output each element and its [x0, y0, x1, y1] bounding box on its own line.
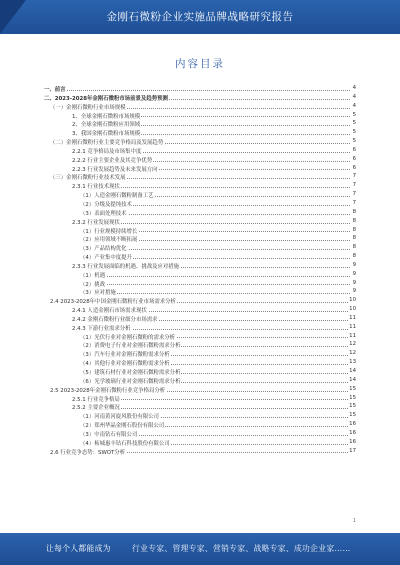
toc-entry[interactable] — [36, 287, 356, 296]
toc-entry[interactable] — [36, 279, 356, 288]
toc-entry-title: 2.5.2 主要企业概况 — [72, 405, 120, 412]
toc-entry[interactable] — [36, 111, 356, 120]
toc-entry-page: 15 — [349, 394, 356, 401]
toc-entry-title: （2）应用领域不断拓展 — [80, 237, 138, 244]
header-bar — [0, 0, 400, 34]
footer-slogan-left: 让每个人都能成为 — [46, 544, 111, 553]
toc-entry-page: 4 — [352, 102, 356, 109]
toc-entry-title: 2.3.1 行业技术现状 — [72, 184, 120, 191]
toc-leader-dots — [80, 276, 350, 277]
toc-entry-page: 11 — [349, 314, 356, 321]
toc-entry[interactable] — [36, 128, 356, 137]
toc-entry-title: （二）金刚石微粉行业主要竞争格局及发展趋势 — [50, 140, 164, 147]
toc-entry-page: 5 — [352, 129, 356, 136]
toc-entry-title: 2.6 行业竞争态势：SWOT分析 — [50, 449, 126, 456]
toc-entry-title: 2、全球金刚石微粉应用领域 — [72, 122, 141, 129]
report-title: 金刚石微粉企业实施品牌战略研究报告 — [106, 11, 294, 23]
toc-entry-page: 6 — [352, 164, 356, 171]
toc-entry-title: 2.5.1 行业竞争格局 — [72, 396, 120, 403]
toc-entry-title: （2）分级及提纯技术 — [80, 201, 132, 208]
toc-entry[interactable] — [36, 93, 356, 102]
toc-entry-page: 4 — [352, 93, 356, 100]
page-number: 1 — [352, 518, 356, 524]
toc-entry-page: 11 — [349, 323, 356, 330]
toc-entry-page: 11 — [349, 332, 356, 339]
toc-entry-page: 10 — [349, 306, 356, 313]
toc-entry[interactable] — [36, 252, 356, 261]
toc-entry[interactable] — [36, 323, 356, 332]
toc-entry[interactable] — [36, 199, 356, 208]
toc-entry[interactable] — [36, 190, 356, 199]
toc-entry-title: （一）金刚石微粉行业市场规模 — [50, 104, 126, 111]
toc-entry-title: 2.3.2 行业发展现状 — [72, 219, 120, 226]
toc-entry[interactable] — [36, 420, 356, 429]
toc-entry-title: （4）其他行业对金刚石微粉需求分析 — [80, 361, 170, 368]
toc-entry-page: 8 — [352, 217, 356, 224]
toc-entry-page: 7 — [352, 182, 356, 189]
toc-entry[interactable] — [36, 155, 356, 164]
toc-entry-page: 14 — [349, 376, 356, 383]
toc-entry-title: 2.2.3 行业发展趋势及未来发展方向 — [72, 166, 158, 173]
toc-entry[interactable] — [36, 402, 356, 411]
toc-entry-page: 8 — [352, 244, 356, 251]
toc-entry-page: 8 — [352, 253, 356, 260]
toc-entry[interactable] — [36, 411, 356, 420]
toc-entry[interactable] — [36, 314, 356, 323]
toc-entry-title: 2.2.2 行业主要企业及其竞争优势 — [72, 157, 153, 164]
toc-entry-page: 16 — [349, 438, 356, 445]
toc-entry-page: 16 — [349, 421, 356, 428]
toc-entry-title: （1）河南黄河旋风股份有限公司 — [80, 414, 159, 421]
toc-entry-page: 14 — [349, 368, 356, 374]
toc-entry-title: （三）金刚石微粉行业技术发展 — [50, 175, 126, 182]
toc-entry-page: 16 — [349, 429, 356, 436]
toc-entry-title: （5）建筑石材行业对金刚石微粉需求分析 — [80, 370, 181, 376]
toc-entry-page: 8 — [352, 226, 356, 233]
toc-entry[interactable] — [36, 226, 356, 235]
toc-entry-page: 8 — [352, 208, 356, 215]
toc-entry[interactable] — [36, 208, 356, 217]
toc-entry-title: 一、前言 — [44, 87, 66, 93]
toc-entry-page: 10 — [349, 297, 356, 304]
toc-entry-page: 15 — [349, 412, 356, 419]
toc-entry-title: （2）消费电子行业对金刚石微粉需求分析 — [80, 343, 181, 350]
toc-entry[interactable] — [36, 296, 356, 305]
toc-entry[interactable] — [36, 340, 356, 349]
toc-entry[interactable] — [36, 146, 356, 155]
toc-entry-title: （1）光伏行业对金刚石微粉的需求分析 — [80, 334, 176, 341]
toc-entry-page: 5 — [352, 111, 356, 118]
toc-entry-title: （2）挑战 — [80, 281, 105, 288]
toc-entry-page: 6 — [352, 146, 356, 153]
toc-entry-title: （1）机遇 — [80, 272, 105, 279]
toc-entry-page: 12 — [349, 350, 356, 357]
toc-entry-title: （6）光学玻璃行业对金刚石微粉需求分析 — [80, 378, 181, 385]
toc-entry-title: （2）郑州华晶金刚石股份有限公司 — [80, 423, 165, 430]
toc-entry-title: 2.3.3 行业发展面临的机遇、挑战及应对措施 — [72, 263, 180, 270]
toc-entry[interactable] — [36, 447, 356, 456]
toc-entry-page: 13 — [349, 359, 356, 366]
toc-entry-page: 9 — [352, 261, 356, 268]
toc-entry[interactable] — [36, 394, 356, 403]
toc-heading: 内容目录 — [175, 58, 225, 70]
toc-entry[interactable] — [36, 385, 356, 394]
toc-entry-page: 9 — [352, 279, 356, 286]
toc-entry[interactable] — [36, 164, 356, 173]
toc-entry[interactable] — [36, 119, 356, 128]
toc-entry-title: 2.4.1 人造金刚石市场需求现状 — [72, 308, 147, 315]
toc-entry-title: 2.5 2023-2028年金刚石微粉行业竞争格局分析 — [50, 387, 166, 394]
table-of-contents — [36, 84, 356, 455]
toc-entry-title: （3）应对措施 — [80, 290, 116, 297]
toc-entry-title: （4）产业集中度提升 — [80, 255, 132, 262]
footer-slogan-right: 行业专家、管理专家、营销专家、战略专家、成功企业家…… — [132, 544, 351, 553]
toc-entry-title: （3）中南钻石有限公司 — [80, 431, 138, 438]
toc-entry[interactable] — [36, 243, 356, 252]
toc-entry[interactable] — [36, 358, 356, 367]
footer-bar — [0, 533, 400, 565]
toc-entry-title: 3、我国金刚石微粉市场规模 — [72, 131, 141, 138]
toc-entry-page: 9 — [352, 270, 356, 277]
toc-entry-title: （4）柘城惠丰钻石科技股份有限公司 — [80, 440, 170, 447]
toc-entry[interactable] — [36, 305, 356, 314]
toc-entry[interactable] — [36, 217, 356, 226]
toc-leader-dots — [44, 90, 350, 91]
toc-entry[interactable] — [36, 234, 356, 243]
toc-entry-page: 5 — [352, 120, 356, 127]
toc-entry-page: 15 — [349, 385, 356, 392]
toc-leader-dots — [80, 293, 350, 294]
toc-entry-title: （3）表面处理技术 — [80, 210, 127, 217]
toc-entry-page: 4 — [352, 85, 356, 91]
toc-entry-title: 1、全球金刚石微粉市场规模 — [72, 113, 141, 120]
toc-entry-title: （3）汽车行业对金刚石微粉需求分析 — [80, 352, 170, 359]
toc-entry[interactable] — [36, 438, 356, 447]
toc-entry-page: 7 — [352, 173, 356, 180]
toc-entry-page: 7 — [352, 191, 356, 198]
toc-entry[interactable] — [36, 367, 356, 376]
toc-entry[interactable] — [36, 349, 356, 358]
toc-entry[interactable] — [36, 376, 356, 385]
toc-entry[interactable] — [36, 102, 356, 111]
toc-entry[interactable] — [36, 261, 356, 270]
toc-entry-title: 二、2023-2028年金刚石微粉市场前景及趋势预测 — [44, 95, 168, 102]
toc-entry-page: 17 — [349, 447, 356, 454]
toc-entry[interactable] — [36, 84, 356, 93]
toc-entry-page: 6 — [352, 155, 356, 162]
toc-entry-page: 5 — [352, 138, 356, 145]
toc-entry-title: （3）产品结构优化 — [80, 246, 127, 253]
toc-entry[interactable] — [36, 429, 356, 438]
toc-entry-title: （1）行业规模持续增长 — [80, 228, 138, 235]
toc-leader-dots — [80, 284, 350, 285]
toc-entry-page: 15 — [349, 403, 356, 410]
toc-entry-title: 2.4.2 金刚石微粉行业细分市场需求 — [72, 316, 158, 323]
toc-entry-page: 9 — [352, 288, 356, 295]
toc-entry-page: 12 — [349, 341, 356, 348]
toc-entry-title: 2.2.1 竞争格局及市场集中度 — [72, 148, 142, 155]
toc-entry-page: 8 — [352, 235, 356, 242]
toc-entry[interactable] — [36, 270, 356, 279]
toc-entry[interactable] — [36, 137, 356, 146]
toc-entry-title: 2.4 2023-2028年中国金刚石微粉行业市场需求分析 — [50, 299, 176, 306]
toc-entry-page: 7 — [352, 199, 356, 206]
toc-entry[interactable] — [36, 181, 356, 190]
toc-entry-title: 2.4.3 下游行业需求分析 — [72, 325, 131, 332]
toc-entry[interactable] — [36, 172, 356, 181]
toc-entry-title: （1）人造金刚石微粉制备工艺 — [80, 193, 154, 200]
toc-entry[interactable] — [36, 332, 356, 341]
